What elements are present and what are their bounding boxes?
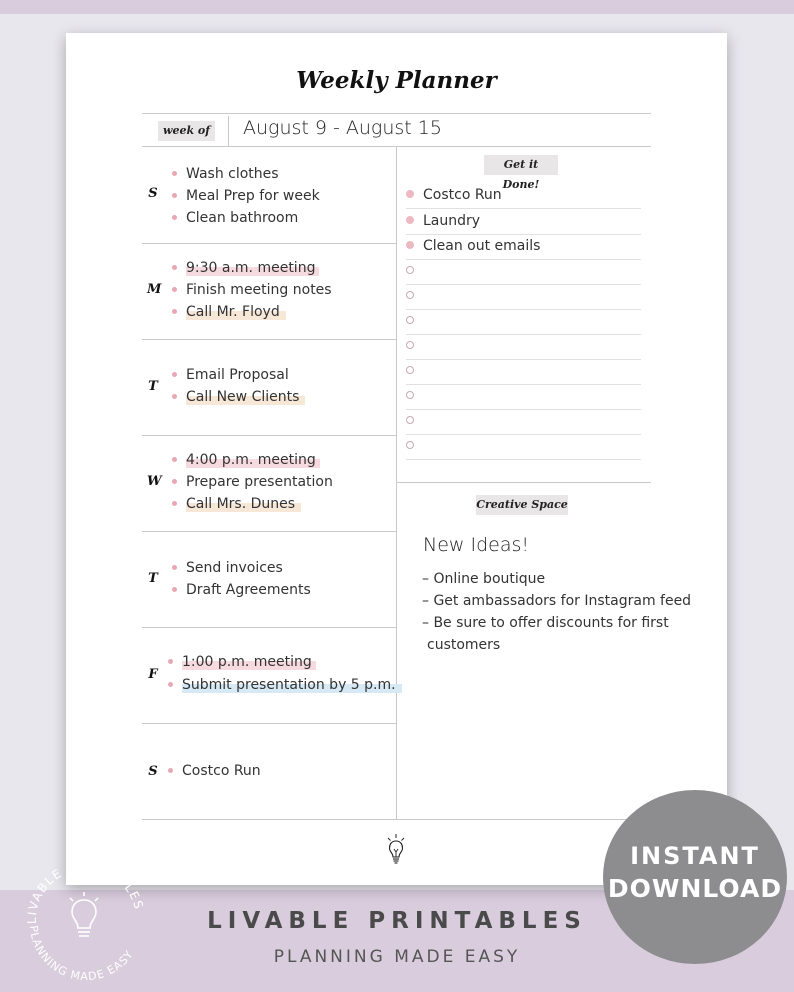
brand-tagline: PLANNING MADE EASY — [273, 947, 521, 967]
checkbox-icon — [406, 341, 414, 349]
badge-line: DOWNLOAD — [607, 874, 783, 903]
task-item: Email Proposal — [172, 366, 289, 384]
divider — [142, 819, 651, 820]
planner-sheet — [66, 33, 727, 885]
day-letter: W — [147, 474, 162, 489]
task-item: Draft Agreements — [172, 581, 311, 599]
bullet-icon — [172, 287, 177, 292]
checklist-item — [406, 434, 641, 460]
day-letter: T — [148, 571, 158, 586]
day-letter: T — [148, 379, 158, 394]
task-item: Call Mr. Floyd — [172, 303, 286, 321]
divider — [142, 113, 651, 114]
brand-name: LIVABLE PRINTABLES — [207, 908, 587, 934]
svg-text:LIVABLE PRINTABLES: LIVABLE PRINTABLES — [24, 858, 147, 925]
checkbox-icon — [406, 190, 414, 198]
checklist-item — [406, 259, 641, 285]
bullet-icon — [172, 309, 177, 314]
checklist-item: Costco Run — [406, 183, 641, 209]
task-item: Meal Prep for week — [172, 187, 320, 205]
bullet-icon — [172, 372, 177, 377]
checkbox-icon — [406, 316, 414, 324]
day-row-wednesday — [142, 435, 396, 532]
ideas-heading: New Ideas! — [423, 534, 529, 556]
get-it-done-label: Get it Done! — [484, 155, 558, 175]
checkbox-icon — [406, 266, 414, 274]
bullet-icon — [168, 768, 173, 773]
day-row-tuesday — [142, 339, 396, 436]
task-item: Prepare presentation — [172, 473, 333, 491]
bullet-icon — [172, 265, 177, 270]
idea-line: customers — [427, 637, 501, 653]
task-item: 1:00 p.m. meeting — [168, 653, 316, 671]
day-row-saturday — [142, 723, 396, 820]
day-letter: S — [148, 186, 158, 201]
checkbox-icon — [406, 441, 414, 449]
brand-stamp-logo — [14, 846, 154, 986]
day-row-friday — [142, 627, 396, 724]
week-of-label: week of — [158, 121, 215, 141]
checkbox-icon — [406, 391, 414, 399]
column-divider — [396, 147, 397, 819]
task-item: Call Mrs. Dunes — [172, 495, 301, 513]
bullet-icon — [172, 215, 177, 220]
idea-line: – Get ambassadors for Instagram feed — [422, 593, 692, 609]
bullet-icon — [168, 659, 173, 664]
week-of-value: August 9 - August 15 — [243, 117, 442, 139]
bullet-icon — [172, 501, 177, 506]
checkbox-icon — [406, 291, 414, 299]
task-item: 4:00 p.m. meeting — [172, 451, 320, 469]
task-item: Wash clothes — [172, 165, 279, 183]
bullet-icon — [172, 587, 177, 592]
checklist-item: Laundry — [406, 209, 641, 235]
task-item: Costco Run — [168, 762, 261, 780]
checkbox-icon — [406, 241, 414, 249]
checklist-item — [406, 284, 641, 310]
bullet-icon — [172, 565, 177, 570]
task-item: Submit presentation by 5 p.m. — [168, 676, 402, 694]
lightbulb-icon — [386, 833, 406, 867]
checkbox-icon — [406, 416, 414, 424]
idea-line: – Online boutique — [422, 571, 546, 587]
bullet-icon — [172, 479, 177, 484]
task-item: Call New Clients — [172, 388, 305, 406]
bullet-icon — [172, 193, 177, 198]
planner-title: Weekly Planner — [296, 67, 497, 94]
bullet-icon — [172, 171, 177, 176]
svg-text:PLANNING MADE EASY: PLANNING MADE EASY — [26, 924, 137, 984]
checklist-item — [406, 309, 641, 335]
divider — [396, 482, 651, 483]
checklist-item — [406, 359, 641, 385]
task-item: Clean bathroom — [172, 209, 298, 227]
day-row-monday — [142, 243, 396, 340]
task-item: Finish meeting notes — [172, 281, 332, 299]
checklist-item — [406, 384, 641, 410]
task-item: 9:30 a.m. meeting — [172, 259, 319, 277]
checklist-item: Clean out emails — [406, 234, 641, 260]
bullet-icon — [172, 457, 177, 462]
checklist-item — [406, 409, 641, 435]
day-row-thursday — [142, 531, 396, 628]
bullet-icon — [168, 682, 173, 687]
day-letter: M — [147, 282, 162, 297]
creative-space-label: Creative Space — [476, 495, 568, 515]
day-letter: F — [148, 667, 158, 682]
bullet-icon — [172, 394, 177, 399]
day-letter: S — [148, 764, 158, 779]
checklist-item — [406, 334, 641, 360]
divider — [228, 116, 229, 147]
badge-line: INSTANT — [630, 842, 760, 870]
checkbox-icon — [406, 216, 414, 224]
top-band — [0, 0, 794, 14]
idea-line: – Be sure to offer discounts for first — [422, 615, 669, 631]
checkbox-icon — [406, 366, 414, 374]
instant-download-badge — [603, 790, 787, 964]
day-row-sunday — [142, 147, 396, 244]
task-item: Send invoices — [172, 559, 283, 577]
